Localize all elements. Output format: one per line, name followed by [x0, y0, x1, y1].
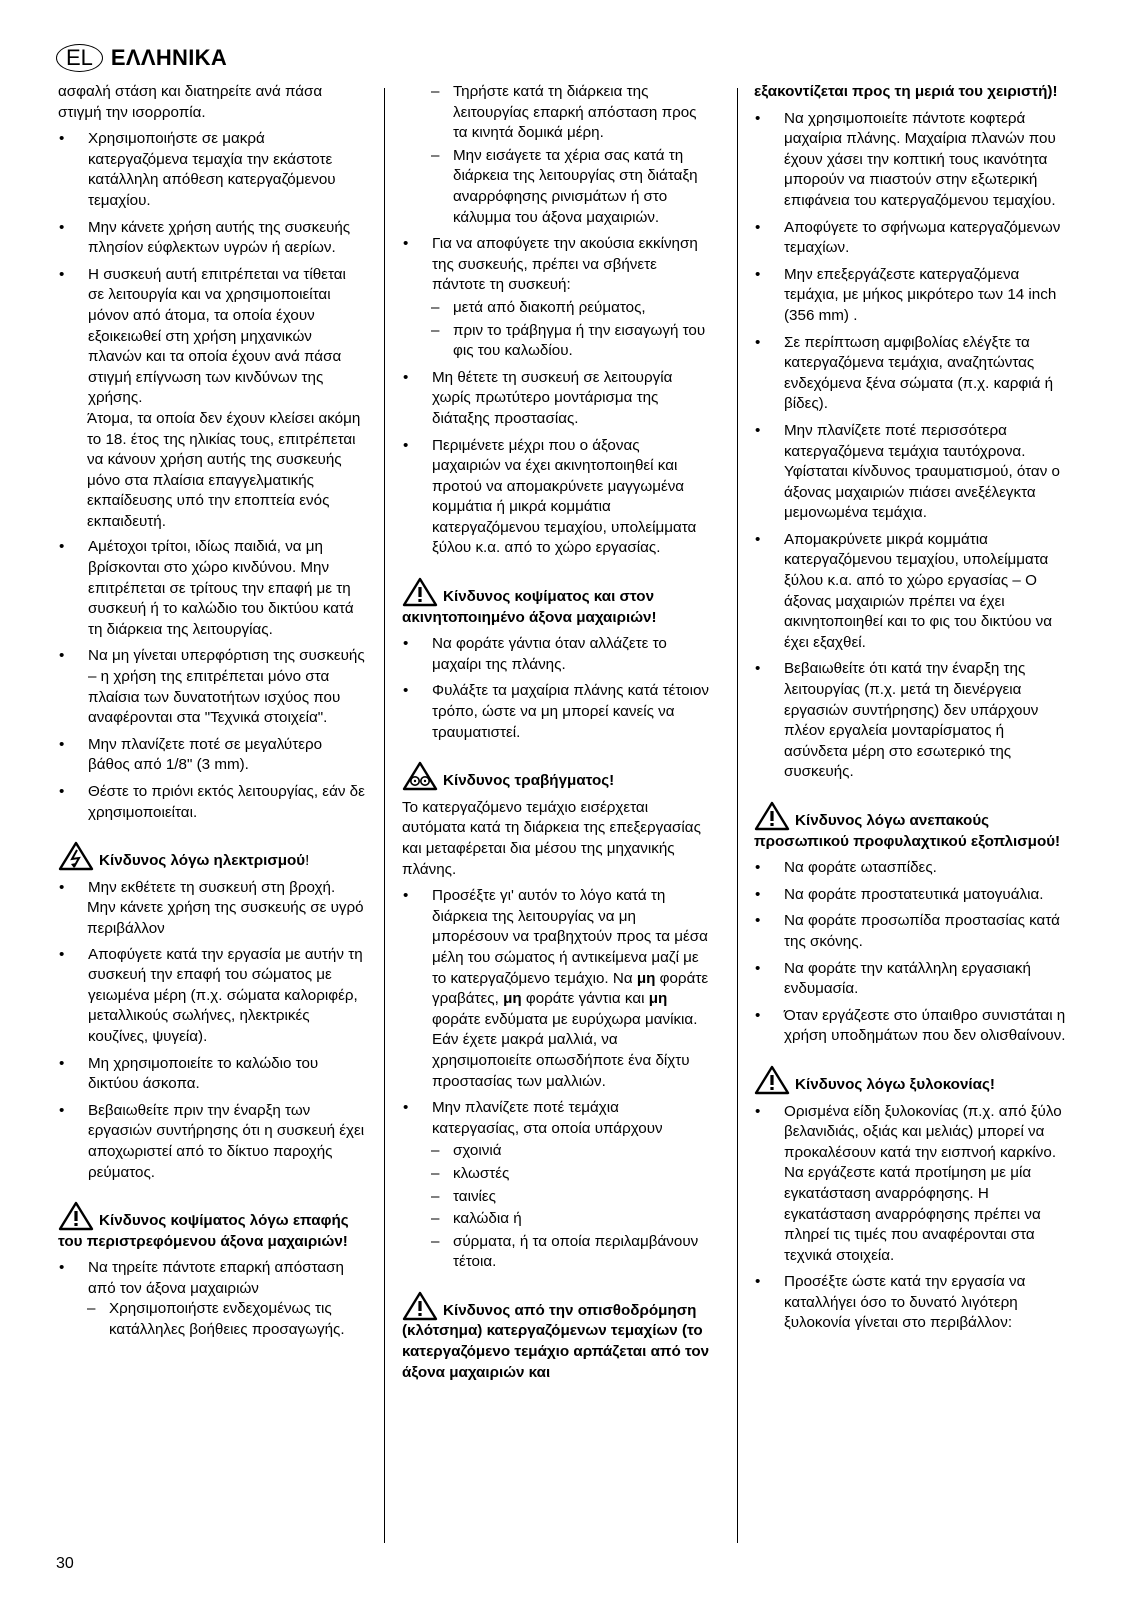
bullet-marker: • — [755, 1273, 761, 1291]
bullet-marker: • — [403, 1099, 409, 1117]
dash-item — [87, 1299, 366, 1340]
bullet-item — [402, 886, 710, 1092]
bullet-item — [754, 911, 1070, 952]
bullet-text: Μην πλανίζετε ποτέ τεμάχια κατεργασίας, στα οποία υπάρχουν — [432, 1099, 663, 1137]
bullet-marker: • — [59, 1054, 65, 1072]
warning-triangle-icon — [402, 577, 438, 607]
bullet-marker: • — [59, 265, 65, 283]
page-header — [56, 44, 227, 72]
bullet-marker: • — [755, 1102, 761, 1120]
bullet-text: Μην εκθέτετε τη συσκευή στη βροχή. — [88, 878, 336, 896]
bullet-marker: • — [59, 735, 65, 753]
dash-marker: – — [87, 1300, 96, 1318]
bullet-marker: • — [755, 885, 761, 903]
bullet-text: Προσέξτε ώστε κατά την εργασία να καταλλήγει όσο το δυνατό λιγότερη ξυλοκονία γίνεται στο περιβάλλον: — [784, 1273, 1026, 1332]
bullet-marker: • — [403, 682, 409, 700]
column-divider — [384, 88, 385, 1543]
dash-marker: – — [431, 1210, 440, 1228]
bullet-marker: • — [403, 235, 409, 253]
dash-text: Τηρήστε κατά τη διάρκεια της λειτουργίας επαρκή απόσταση προς τα κινητά δομικά μέρη. — [453, 83, 697, 142]
bullet-item — [754, 1272, 1070, 1334]
bullet-marker: • — [59, 218, 65, 236]
bullet-text: Χρησιμοποιήστε σε μακρά κατεργαζόμενα τεμαχία την εκάστοτε κατάλληλη απόθεση κατεργαζόμενου τεμαχίου. — [88, 130, 336, 209]
bullet-item — [58, 735, 366, 776]
bullet-item — [402, 634, 710, 675]
bullet-text: Αποφύγετε κατά την εργασία με αυτήν τη συσκευή την επαφή του σώματος με γειωμένα μέρη (π.χ. σώματα καλοριφέρ, μεταλλικούς σωλήνες, ηλεκτρικές κουζίνες, ψυγεία). — [88, 945, 363, 1045]
dash-text: σχοινιά — [453, 1142, 502, 1160]
bullet-marker: • — [755, 109, 761, 127]
bullet-item — [754, 265, 1070, 327]
bullet-text — [432, 886, 710, 1092]
bullet-item — [754, 218, 1070, 259]
bullet-text: Μη θέτετε τη συσκευή σε λειτουργία χωρίς πρωτύτερο μοντάρισμα της διάταξης προστασίας. — [432, 368, 673, 427]
warning-triangle-icon — [754, 1065, 790, 1095]
bullet-item — [754, 659, 1070, 783]
dash-marker: – — [431, 1187, 440, 1205]
dash-text: καλώδια ή — [453, 1210, 522, 1228]
dash-marker: – — [431, 83, 440, 100]
warning-heading — [58, 1201, 366, 1252]
bullet-item — [58, 1101, 366, 1183]
dash-item — [431, 1141, 710, 1162]
dash-item — [431, 1209, 710, 1230]
warning-title-continuation: εξακοντίζεται προς τη μεριά του χειριστή)! — [754, 83, 1058, 100]
bullet-text: Μην επεξεργάζεστε κατεργαζόμενα τεμάχια, με μήκος μικρότερο των 14 inch (356 mm) . — [784, 265, 1057, 324]
page-number: 30 — [56, 1555, 74, 1572]
bullet-marker: • — [755, 333, 761, 351]
bullet-marker: • — [403, 887, 409, 905]
electric-hazard-icon — [58, 841, 94, 871]
bullet-continuation: Άτομα, τα οποία δεν έχουν κλείσει ακόμη το 18. έτος της ηλικίας τους, επιτρέπεται να κάνουν χρήση αυτής της συσκευής μόνο στα πλαίσια επαγγελματικής εκπαίδευσης υπό την εποπτεία ενός εκπαιδευτή. — [87, 409, 361, 530]
bullet-item — [754, 959, 1070, 1000]
dash-marker: – — [431, 1232, 440, 1250]
bullet-item — [58, 537, 366, 640]
warning-title: Κίνδυνος λόγω ξυλοκονίας! — [795, 1075, 995, 1093]
bullet-marker: • — [755, 859, 761, 877]
dash-text: μετά από διακοπή ρεύματος, — [453, 298, 646, 316]
warning-title: Κίνδυνος λόγω ανεπακούς προσωπικού προφυλαχτικού εξοπλισμού! — [754, 812, 1061, 850]
warning-heading — [402, 577, 710, 628]
dash-item — [431, 1164, 710, 1185]
warning-title: Κίνδυνος κοψίματος και στον ακινητοποιημένο άξονα μαχαιριών! — [402, 588, 657, 626]
bullet-item — [754, 109, 1070, 212]
bullet-marker: • — [403, 635, 409, 653]
bullet-marker: • — [59, 130, 65, 148]
bullet-text: Αποφύγετε το σφήνωμα κατεργαζόμενων τεμαχίων. — [784, 218, 1061, 257]
warning-triangle-icon — [402, 1291, 438, 1321]
bullet-marker: • — [755, 265, 761, 283]
dash-text: Χρησιμοποιήστε ενδεχομένως τις κατάλληλες βοήθειες προσαγωγής. — [109, 1300, 345, 1339]
pull-in-hazard-icon — [402, 761, 438, 791]
dash-item — [431, 1187, 710, 1208]
warning-heading — [754, 1065, 1070, 1096]
column-divider — [737, 88, 738, 1543]
text-run: φοράτε ενδύματα με ευρύχωρα μανίκια. Εάν έχετε μακρά μαλλιά, να χρησιμοποιείτε οπωσδήποτε ένα δίχτυ προστασίας των μαλλιών. — [432, 1010, 698, 1090]
page-title: ΕΛΛΗΝΙΚΑ — [110, 45, 228, 70]
emphasis: μη — [503, 990, 522, 1008]
bullet-item — [754, 421, 1070, 524]
dash-text: Μην εισάγετε τα χέρια σας κατά τη διάρκεια της λειτουργίας στη διάταξη αναρρόφησης ρινισμάτων ή στο κάλυμμα του άξονα μαχαιριών. — [453, 146, 698, 226]
bullet-marker: • — [755, 218, 761, 236]
bullet-item — [58, 1258, 366, 1299]
emphasis: μη — [636, 969, 656, 987]
bullet-item — [58, 646, 366, 728]
bullet-text: Να φοράτε προσωπίδα προστασίας κατά της σκόνης. — [784, 912, 1060, 950]
bullet-marker: • — [403, 436, 409, 454]
bullet-marker: • — [59, 945, 65, 963]
bullet-text: Βεβαιωθείτε ότι κατά την έναρξη της λειτουργίας (π.χ. μετά τη διενέργεια εργασιών συντήρησης) δεν υπάρχουν πλέον εργαλεία μονταρίσματος ή ασύνδετα μέρη στο εσωτερικό της συσκευής. — [784, 660, 1039, 781]
bullet-item — [58, 1054, 366, 1095]
bullet-text: Η συσκευή αυτή επιτρέπεται να τίθεται σε λειτουργία και να χρησιμοποιείται μόνον από άτομα, τα οποία έχουν εξοικειωθεί στη χρήση μηχανικών πλανών και τα οποία έχουν ανά πάσα στιγμή επίγνωση των κινδύνων της χρήσης. — [88, 265, 346, 407]
dash-item — [431, 321, 710, 362]
warning-triangle-icon — [58, 1201, 94, 1231]
dash-item — [431, 82, 710, 144]
bullet-marker: • — [59, 1101, 65, 1119]
warning-heading — [58, 841, 366, 872]
bullet-text: Για να αποφύγετε την ακούσια εκκίνηση της συσκευής, πρέπει να σβήνετε πάντοτε τη συσκευή: — [432, 235, 698, 294]
bullet-text: Θέστε το πριόνι εκτός λειτουργίας, εάν δε χρησιμοποιείται. — [88, 783, 365, 821]
bullet-marker: • — [755, 421, 761, 439]
bullet-text: Όταν εργάζεστε στο ύπαιθρο συνιστάται η χρήση υποδημάτων που δεν ολισθαίνουν. — [784, 1006, 1066, 1045]
paragraph: Το κατεργαζόμενο τεμάχιο εισέρχεται αυτόματα κατά τη διάρκεια της επεξεργασίας και μεταφέρεται δια μέσου της μηχανικής πλάνης. — [402, 798, 701, 878]
dash-item — [431, 298, 710, 319]
dash-marker: – — [431, 298, 440, 316]
bullet-text: Να φοράτε προστατευτικά ματογυάλια. — [784, 885, 1044, 903]
bullet-item — [754, 885, 1070, 906]
bullet-item — [58, 265, 366, 409]
column-3 — [754, 82, 1070, 1340]
paragraph: ασφαλή στάση και διατηρείτε ανά πάσα στιγμή την ισορροπία. — [58, 83, 323, 121]
bullet-item — [402, 368, 710, 430]
warning-heading — [402, 1291, 710, 1383]
text-run: φοράτε γραβάτες, — [432, 969, 709, 1008]
warning-title-punctuation: ! — [305, 852, 310, 870]
dash-text: κλωστές — [453, 1164, 510, 1182]
warning-triangle-icon — [754, 801, 790, 831]
dash-item — [431, 146, 710, 228]
bullet-item — [754, 530, 1070, 654]
bullet-marker: • — [403, 368, 409, 386]
bullet-marker: • — [755, 530, 761, 548]
bullet-marker: • — [755, 1006, 761, 1024]
bullet-text: Να μη γίνεται υπερφόρτιση της συσκευής – η χρήση της επιτρέπεται μόνο στα πλαίσια των δυνατοτήτων ισχύος που αναφέρονται στα "Τεχνικά στοιχεία". — [88, 647, 365, 727]
warning-title: Κίνδυνος κοψίματος λόγω επαφής του περιστρεφόμενου άξονα μαχαιριών! — [58, 1212, 349, 1250]
bullet-item — [402, 234, 710, 296]
warning-heading — [402, 761, 710, 792]
bullet-marker: • — [755, 959, 761, 977]
dash-marker: – — [431, 321, 440, 339]
dash-marker: – — [431, 1142, 440, 1160]
bullet-item — [754, 858, 1070, 879]
text-run: φοράτε γάντια και — [521, 990, 649, 1008]
bullet-text: Φυλάξτε τα μαχαίρια πλάνης κατά τέτοιον τρόπο, ώστε να μη μπορεί κανείς να τραυματιστεί. — [432, 682, 709, 741]
column-2 — [402, 82, 710, 1389]
bullet-text: Βεβαιωθείτε πριν την έναρξη των εργασιών συντήρησης ότι η συσκευή έχει αποχωριστεί από το δίκτυο παροχής ρεύματος. — [88, 1101, 365, 1181]
bullet-marker: • — [59, 1259, 65, 1277]
bullet-marker: • — [59, 647, 65, 665]
bullet-text: Περιμένετε μέχρι που ο άξονας μαχαιριών να έχει ακινητοποιηθεί και προτού να απομακρύνετε μαγγωμένα κομμάτια ή μικρά κομμάτια κατεργαζόμενου τεμαχίου, υπολείμματα ξύλου κ.α. από το χώρο εργασίας. — [432, 436, 697, 557]
bullet-item — [58, 878, 366, 899]
bullet-text: Σε περίπτωση αμφιβολίας ελέγξτε τα κατεργαζόμενα τεμάχια, αναζητώντας ενδεχόμενα ξένα σώματα (π.χ. καρφιά ή βίδες). — [784, 333, 1054, 413]
bullet-text: Να τηρείτε πάντοτε επαρκή απόσταση από τον άξονα μαχαιριών — [88, 1259, 345, 1297]
bullet-text: Να φοράτε την κατάλληλη εργασιακή ενδυμασία. — [784, 959, 1031, 998]
warning-title: Κίνδυνος τραβήγματος! — [443, 772, 615, 790]
bullet-continuation: Μην κάνετε χρήση της συσκευής σε υγρό περιβάλλον — [87, 899, 364, 937]
bullet-item — [58, 218, 366, 259]
bullet-text: Μην πλανίζετε ποτέ σε μεγαλύτερο βάθος από 1/8" (3 mm). — [88, 735, 323, 774]
language-badge: EL — [56, 44, 103, 72]
text-run: Προσέξτε γι' αυτόν το λόγο κατά τη διάρκεια της λειτουργίας να μη μπορέσουν να τραβηχτούν προς τα μέσα μέλη του σώματος ή αντικείμενα μαζί με το κατεργαζόμενο τεμάχιο. Να — [432, 887, 708, 987]
bullet-text: Μην πλανίζετε ποτέ περισσότερα κατεργαζόμενα τεμάχια ταυτόχρονα. Υφίσταται κίνδυνος τραυματισμού, όταν ο άξονας μαχαιριών πιάσει ανεξέλεγκτα μεμονωμένα τεμάχια. — [784, 421, 1060, 522]
bullet-text: Μη χρησιμοποιείτε το καλώδιο του δικτύου άσκοπα. — [88, 1054, 319, 1093]
bullet-marker: • — [59, 538, 65, 556]
bullet-item — [58, 782, 366, 823]
bullet-item — [402, 436, 710, 560]
bullet-item — [58, 129, 366, 211]
bullet-item — [754, 333, 1070, 415]
warning-heading — [754, 801, 1070, 852]
column-1 — [58, 82, 366, 1343]
bullet-marker: • — [59, 783, 65, 800]
bullet-text: Ορισμένα είδη ξυλοκονίας (π.χ. από ξύλο βελανιδιάς, οξιάς και μελιάς) μπορεί να προκαλέσουν κατά την εισπνοή καρκίνο. Να εργάζεστε κατά προτίμηση με μία εγκατάσταση αναρρόφησης. Η εγκατάσταση αναρρόφησης πρέπει να πληρεί τις τιμές που αναφέρονται στα τεχνικά στοιχεία. — [784, 1102, 1062, 1264]
warning-title: Κίνδυνος λόγω ηλεκτρισμού — [99, 852, 306, 870]
bullet-item — [402, 681, 710, 743]
bullet-text: Να χρησιμοποιείτε πάντοτε κοφτερά μαχαίρια πλάνης. Μαχαίρια πλανών που έχουν χάσει την κοπτική τους ικανότητα μπορούν να πιαστούν στην εξωτερική επιφάνεια του κατεργαζόμενου τεμαχίου. — [784, 109, 1056, 209]
dash-text: ταινίες — [453, 1187, 496, 1205]
dash-text: πριν το τράβηγμα ή την εισαγωγή του φις του καλωδίου. — [453, 321, 706, 360]
dash-item — [431, 1232, 710, 1273]
bullet-marker: • — [59, 878, 65, 896]
bullet-marker: • — [755, 912, 761, 930]
bullet-text: Αμέτοχοι τρίτοι, ιδίως παιδιά, να μη βρίσκονται στο χώρο κινδύνου. Μην επιτρέπεται σε τρίτους την επαφή με τη συσκευή ή το καλώδιο του δικτύου κατά τη διάρκεια της λειτουργίας. — [88, 538, 354, 638]
bullet-item — [402, 1098, 710, 1139]
bullet-text: Να φοράτε γάντια όταν αλλάζετε το μαχαίρι της πλάνης. — [432, 635, 667, 673]
dash-text: σύρματα, ή τα οποία περιλαμβάνουν τέτοια. — [453, 1232, 699, 1271]
bullet-text: Μην κάνετε χρήση αυτής της συσκευής πλησίον εύφλεκτων υγρών ή αερίων. — [88, 218, 351, 257]
bullet-item — [58, 945, 366, 1048]
dash-marker: – — [431, 146, 440, 164]
warning-title: Κίνδυνος από την οπισθοδρόμηση (κλότσημα) κατεργαζόμενων τεμαχίων (το κατεργαζόμενο τεμάχιο αρπάζεται από τον άξονα μαχαιριών και — [402, 1301, 710, 1381]
dash-marker: – — [431, 1164, 440, 1182]
bullet-text: Να φοράτε ωτασπίδες. — [784, 859, 937, 877]
bullet-item — [754, 1006, 1070, 1047]
bullet-item — [754, 1102, 1070, 1267]
bullet-text: Απομακρύνετε μικρά κομμάτια κατεργαζόμενου τεμαχίου, υπολείμματα ξύλου κ.α. από το χώρο εργασίας – Ο άξονας μαχαιριών πρέπει να έχει ακινητοποιηθεί και το φις του δικτύου να έχει εξαχθεί. — [784, 530, 1052, 651]
emphasis: μη — [648, 990, 668, 1008]
bullet-marker: • — [755, 660, 761, 678]
